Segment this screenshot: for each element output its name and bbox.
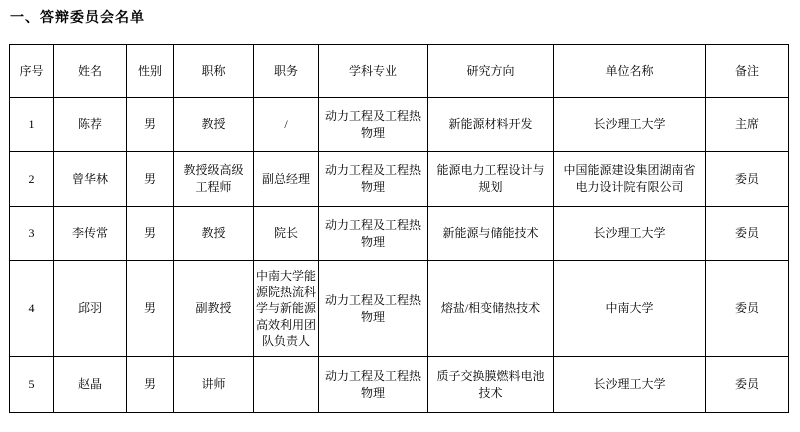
table-cell: 曾华林 <box>54 152 127 207</box>
table-cell <box>254 357 319 413</box>
table-cell: 质子交换膜燃料电池技术 <box>428 357 554 413</box>
table-cell: 教授 <box>174 98 254 152</box>
table-cell: 中国能源建设集团湖南省电力设计院有限公司 <box>554 152 706 207</box>
header-position: 职务 <box>254 45 319 98</box>
table-cell: 能源电力工程设计与规划 <box>428 152 554 207</box>
table-cell: 动力工程及工程热物理 <box>319 357 428 413</box>
table-cell: 主席 <box>706 98 789 152</box>
committee-table <box>9 44 789 413</box>
table-body <box>10 98 789 413</box>
table-cell: 李传常 <box>54 207 127 261</box>
table-cell: 副总经理 <box>254 152 319 207</box>
header-index: 序号 <box>10 45 54 98</box>
table-cell: 委员 <box>706 152 789 207</box>
table-cell: 动力工程及工程热物理 <box>319 207 428 261</box>
table-cell: 新能源与储能技术 <box>428 207 554 261</box>
table-cell: 男 <box>127 207 174 261</box>
table-cell: 邱羽 <box>54 261 127 357</box>
table-cell: 男 <box>127 261 174 357</box>
table-cell: 动力工程及工程热物理 <box>319 98 428 152</box>
header-gender: 性别 <box>127 45 174 98</box>
header-organization: 单位名称 <box>554 45 706 98</box>
table-cell: 委员 <box>706 261 789 357</box>
header-title: 职称 <box>174 45 254 98</box>
table-cell: 教授级高级工程师 <box>174 152 254 207</box>
table-cell: 陈荐 <box>54 98 127 152</box>
table-cell: 副教授 <box>174 261 254 357</box>
table-cell: 院长 <box>254 207 319 261</box>
page-title: 一、答辩委员会名单 <box>10 11 145 26</box>
table-cell: 赵晶 <box>54 357 127 413</box>
table-cell: 4 <box>10 261 54 357</box>
header-major: 学科专业 <box>319 45 428 98</box>
header-research: 研究方向 <box>428 45 554 98</box>
table-row <box>10 152 789 207</box>
table-cell: 中南大学能源院热流科学与新能源高效利用团队负责人 <box>254 261 319 357</box>
table-cell: 5 <box>10 357 54 413</box>
table-cell: 1 <box>10 98 54 152</box>
table-cell: 男 <box>127 98 174 152</box>
header-remark: 备注 <box>706 45 789 98</box>
table-row <box>10 207 789 261</box>
table-cell: 3 <box>10 207 54 261</box>
table-row <box>10 357 789 413</box>
table-cell: 动力工程及工程热物理 <box>319 152 428 207</box>
table-cell: 长沙理工大学 <box>554 98 706 152</box>
table-cell: 新能源材料开发 <box>428 98 554 152</box>
table-cell: 教授 <box>174 207 254 261</box>
table-cell: 中南大学 <box>554 261 706 357</box>
table-cell: 委员 <box>706 207 789 261</box>
table-cell: 委员 <box>706 357 789 413</box>
table-cell: 2 <box>10 152 54 207</box>
table-header-row <box>10 45 789 98</box>
table-row <box>10 98 789 152</box>
table-cell: 长沙理工大学 <box>554 357 706 413</box>
table-cell: / <box>254 98 319 152</box>
table-cell: 熔盐/相变储热技术 <box>428 261 554 357</box>
table-cell: 长沙理工大学 <box>554 207 706 261</box>
table-row <box>10 261 789 357</box>
table-cell: 动力工程及工程热物理 <box>319 261 428 357</box>
header-name: 姓名 <box>54 45 127 98</box>
table-cell: 男 <box>127 357 174 413</box>
table-cell: 男 <box>127 152 174 207</box>
table-cell: 讲师 <box>174 357 254 413</box>
